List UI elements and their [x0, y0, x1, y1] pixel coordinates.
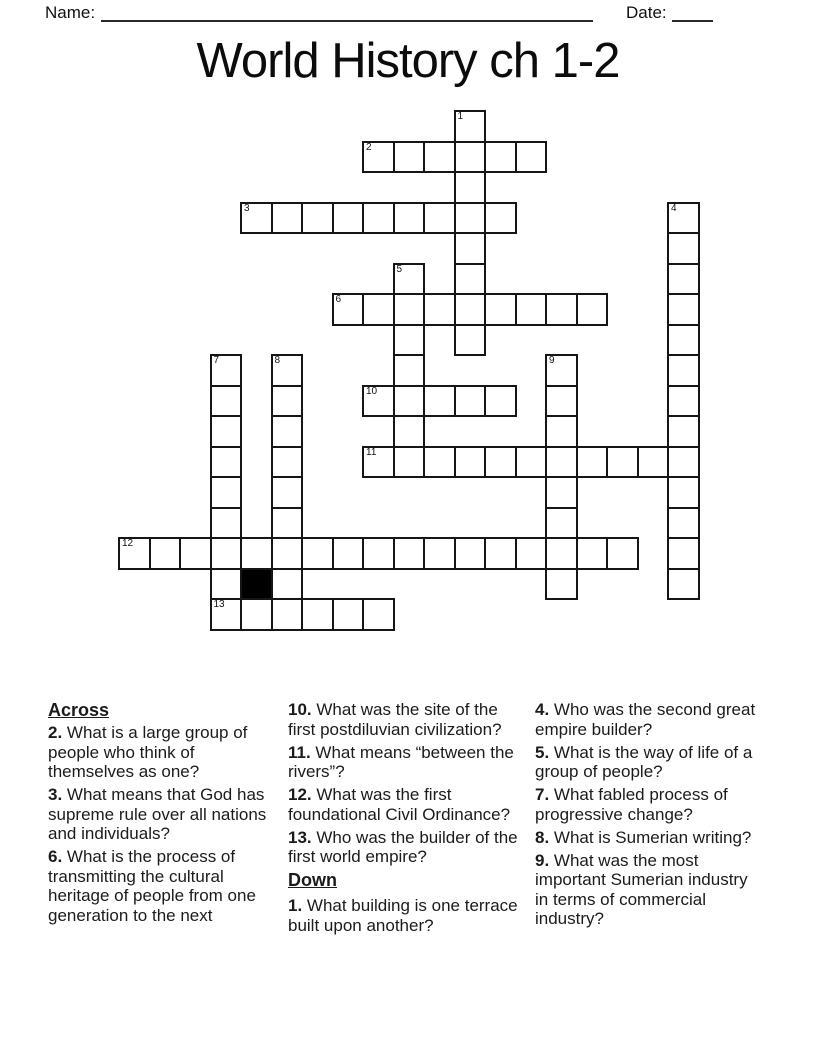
- grid-cell[interactable]: [576, 537, 609, 570]
- grid-cell[interactable]: [210, 568, 243, 601]
- grid-cell[interactable]: [667, 263, 700, 296]
- clue-number: 9.: [535, 850, 554, 870]
- grid-cell[interactable]: [423, 202, 456, 235]
- grid-cell[interactable]: [545, 446, 578, 479]
- name-label: Name:: [45, 3, 96, 22]
- grid-cell[interactable]: [271, 446, 304, 479]
- grid-cell[interactable]: [637, 446, 670, 479]
- grid-cell[interactable]: [301, 537, 334, 570]
- cell-number: 4: [671, 202, 677, 214]
- clue-number: 7.: [535, 785, 554, 804]
- grid-cell[interactable]: [515, 293, 548, 326]
- clue-number: 6.: [48, 847, 67, 866]
- clue-number: 1.: [288, 896, 307, 915]
- grid-cell[interactable]: [149, 537, 182, 570]
- grid-cell[interactable]: [515, 446, 548, 479]
- cell-number: 11: [366, 446, 377, 458]
- grid-cell[interactable]: [210, 537, 243, 570]
- grid-cell[interactable]: [576, 293, 609, 326]
- grid-cell[interactable]: [271, 476, 304, 509]
- grid-cell[interactable]: [606, 537, 639, 570]
- grid-cell[interactable]: [210, 446, 243, 479]
- crossword-grid: [118, 110, 700, 631]
- grid-cell[interactable]: [667, 202, 700, 235]
- grid-cell[interactable]: [454, 385, 487, 418]
- down-clue-1: [288, 896, 525, 935]
- clue-text: Who was the builder of the first world empire?: [288, 827, 518, 866]
- grid-cell[interactable]: [393, 293, 426, 326]
- grid-cell[interactable]: [484, 537, 517, 570]
- grid-cell[interactable]: [667, 476, 700, 509]
- grid-cell[interactable]: [179, 537, 212, 570]
- grid-cell[interactable]: [606, 446, 639, 479]
- across-clue-11: [288, 743, 525, 782]
- clue-text: Who was the second great empire builder?: [535, 700, 756, 739]
- grid-cell[interactable]: [240, 202, 273, 235]
- cell-number: 7: [213, 355, 220, 366]
- grid-cell[interactable]: [362, 385, 395, 418]
- clue-text: What is the way of life of a group of people?: [535, 742, 753, 781]
- grid-cell[interactable]: [515, 141, 548, 174]
- grid-cell[interactable]: [576, 446, 609, 479]
- grid-cell[interactable]: [667, 507, 700, 540]
- grid-cell[interactable]: [667, 293, 700, 326]
- grid-cell[interactable]: [393, 537, 426, 570]
- grid-cell[interactable]: [515, 537, 548, 570]
- grid-cell[interactable]: [454, 446, 487, 479]
- clue-text: What is Sumerian writing?: [553, 827, 752, 847]
- grid-cell[interactable]: [454, 110, 487, 143]
- grid-cell[interactable]: [393, 202, 426, 235]
- grid-cell[interactable]: [484, 141, 517, 174]
- grid-cell[interactable]: [240, 537, 273, 570]
- grid-cell[interactable]: [667, 446, 700, 479]
- grid-cell[interactable]: [210, 415, 243, 448]
- cell-number: 5: [396, 263, 403, 275]
- cell-number: 9: [549, 355, 555, 366]
- cell-number: 8: [274, 355, 281, 366]
- grid-cell[interactable]: [545, 385, 578, 418]
- grid-cell[interactable]: [484, 446, 517, 479]
- grid-cell[interactable]: [393, 141, 426, 174]
- grid-cell[interactable]: [362, 141, 395, 174]
- grid-cell[interactable]: [545, 476, 578, 509]
- grid-cell[interactable]: [667, 537, 700, 570]
- down-clue-5: [535, 743, 765, 782]
- cell-number: 2: [366, 141, 372, 153]
- grid-cell[interactable]: [545, 568, 578, 601]
- clue-number: 3.: [48, 785, 67, 804]
- grid-cell[interactable]: [393, 354, 426, 387]
- grid-cell[interactable]: [423, 385, 456, 418]
- clue-text: What fabled process of progressive change?: [535, 785, 728, 824]
- grid-cell[interactable]: [393, 415, 426, 448]
- clue-text: What building is one terrace built upon another?: [288, 896, 518, 935]
- cell-number: 10: [366, 385, 378, 397]
- grid-cell[interactable]: [210, 354, 243, 387]
- clue-number: 2.: [48, 723, 67, 742]
- page-title: World History ch 1-2: [196, 34, 620, 88]
- across-clue-2: [48, 723, 281, 782]
- across-clue-3: [48, 785, 281, 844]
- cell-number: 3: [244, 202, 250, 214]
- cell-number: 13: [213, 599, 225, 610]
- black-cell: [240, 568, 273, 601]
- grid-cell[interactable]: [332, 598, 365, 631]
- down-clue-7: [535, 785, 765, 824]
- grid-cell[interactable]: [210, 476, 243, 509]
- clues-column-1: [48, 700, 281, 929]
- grid-cell[interactable]: [362, 598, 395, 631]
- grid-cell[interactable]: [271, 537, 304, 570]
- grid-cell[interactable]: [545, 507, 578, 540]
- down-heading: Down: [288, 870, 337, 890]
- grid-cell[interactable]: [362, 537, 395, 570]
- grid-cell[interactable]: [484, 202, 517, 235]
- grid-cell[interactable]: [667, 415, 700, 448]
- grid-cell[interactable]: [545, 354, 578, 387]
- down-clue-8: [535, 828, 765, 848]
- clue-number: 13.: [288, 827, 317, 847]
- cell-number: 12: [122, 538, 134, 549]
- grid-cell[interactable]: [362, 202, 395, 235]
- down-clue-9: [535, 851, 765, 929]
- grid-cell[interactable]: [362, 446, 395, 479]
- grid-cell[interactable]: [454, 293, 487, 326]
- grid-cell[interactable]: [484, 293, 517, 326]
- grid-cell[interactable]: [423, 446, 456, 479]
- cell-number: 1: [457, 111, 464, 122]
- grid-cell[interactable]: [393, 324, 426, 357]
- grid-cell[interactable]: [332, 202, 365, 235]
- grid-cell[interactable]: [667, 232, 700, 265]
- date-input-line[interactable]: [672, 4, 713, 22]
- grid-cell[interactable]: [454, 141, 487, 174]
- grid-cell[interactable]: [423, 537, 456, 570]
- grid-cell[interactable]: [301, 598, 334, 631]
- clue-text: What means that God has supreme rule over all nations and individuals?: [48, 785, 267, 843]
- grid-cell[interactable]: [667, 568, 700, 601]
- grid-cell[interactable]: [667, 385, 700, 418]
- grid-cell[interactable]: [667, 324, 700, 357]
- clue-number: 4.: [535, 700, 554, 719]
- cell-number: 6: [335, 294, 342, 305]
- grid-cell[interactable]: [271, 354, 304, 387]
- across-clue-6: [48, 847, 281, 925]
- date-label: Date:: [626, 3, 667, 22]
- grid-cell[interactable]: [393, 385, 426, 418]
- clue-text: What means “between the rivers”?: [288, 742, 514, 781]
- grid-cell[interactable]: [271, 385, 304, 418]
- grid-cell[interactable]: [362, 293, 395, 326]
- grid-cell[interactable]: [423, 293, 456, 326]
- clue-text: What is a large group of people who think of themselves as one?: [48, 723, 248, 781]
- grid-cell[interactable]: [393, 446, 426, 479]
- grid-cell[interactable]: [667, 354, 700, 387]
- across-clue-12: [288, 785, 525, 824]
- grid-cell[interactable]: [240, 598, 273, 631]
- grid-cell[interactable]: [454, 263, 487, 296]
- across-clue-13: [288, 828, 525, 867]
- grid-cell[interactable]: [271, 507, 304, 540]
- grid-cell[interactable]: [393, 263, 426, 296]
- grid-cell[interactable]: [454, 537, 487, 570]
- grid-cell[interactable]: [271, 568, 304, 601]
- clue-number: 10.: [288, 700, 317, 719]
- grid-cell[interactable]: [271, 598, 304, 631]
- grid-cell[interactable]: [484, 385, 517, 418]
- clue-text: What was the most important Sumerian industry in terms of commercial industry?: [535, 850, 748, 928]
- clue-number: 12.: [288, 785, 317, 804]
- clues-column-3: [535, 700, 765, 932]
- clue-text: What was the site of the first postdiluvian civilization?: [288, 700, 502, 739]
- name-input-line[interactable]: [101, 4, 593, 22]
- grid-cell[interactable]: [210, 598, 243, 631]
- grid-cell[interactable]: [545, 415, 578, 448]
- grid-cell[interactable]: [210, 507, 243, 540]
- clue-text: What was the first foundational Civil Ordinance?: [288, 785, 511, 824]
- grid-cell[interactable]: [332, 293, 365, 326]
- grid-cell[interactable]: [454, 232, 487, 265]
- grid-cell[interactable]: [454, 171, 487, 204]
- across-heading: Across: [48, 700, 110, 720]
- clue-number: 8.: [535, 827, 554, 847]
- grid-cell[interactable]: [271, 202, 304, 235]
- grid-cell[interactable]: [301, 202, 334, 235]
- clue-number: 5.: [535, 742, 554, 762]
- down-clue-4: [535, 700, 765, 739]
- grid-cell[interactable]: [454, 202, 487, 235]
- clue-number: 11.: [288, 742, 316, 762]
- clues-column-2: [288, 700, 525, 939]
- grid-cell[interactable]: [423, 141, 456, 174]
- grid-cell[interactable]: [118, 537, 151, 570]
- across-clue-10: [288, 700, 525, 739]
- grid-cell[interactable]: [454, 324, 487, 357]
- grid-cell[interactable]: [332, 537, 365, 570]
- grid-cell[interactable]: [545, 293, 578, 326]
- clue-text: What is the process of transmitting the cultural heritage of people from one generation to the next: [48, 847, 256, 925]
- grid-cell[interactable]: [271, 415, 304, 448]
- grid-cell[interactable]: [210, 385, 243, 418]
- grid-cell[interactable]: [545, 537, 578, 570]
